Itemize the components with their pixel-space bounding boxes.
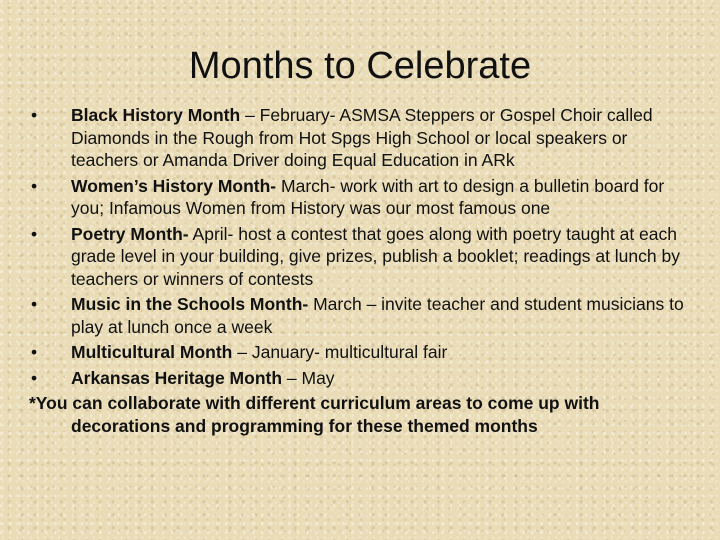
list-item xyxy=(29,341,699,364)
item-body: – February- ASMSA Steppers or Gospel Choir called Diamonds in the Rough from Hot Spgs High School or local speakers or teachers or Amanda Driver doing Equal Education in ARk xyxy=(71,105,653,170)
item-body: March – invite teacher and student musicians to play at lunch once a week xyxy=(71,294,684,337)
list-item xyxy=(29,104,699,172)
list-item xyxy=(29,223,699,291)
list-item xyxy=(29,175,699,220)
item-heading: Arkansas Heritage Month xyxy=(71,367,283,388)
slide-title: Months to Celebrate xyxy=(188,45,532,87)
item-heading: Black History Month xyxy=(71,105,241,125)
bullet-list xyxy=(29,104,699,437)
bullet-icon: • xyxy=(31,223,38,244)
item-body: March- work with art to design a bulletin board for you; Infamous Women from History was our most famous one xyxy=(71,175,665,218)
bullet-icon: • xyxy=(31,342,38,362)
bullet-icon: • xyxy=(31,367,38,388)
item-heading: Music in the Schools Month- xyxy=(71,294,309,314)
bullet-icon: • xyxy=(31,294,38,314)
item-heading: Multicultural Month xyxy=(71,342,233,362)
item-heading: Poetry Month- xyxy=(71,223,189,244)
list-item xyxy=(29,367,699,390)
list-item xyxy=(29,293,699,338)
bullet-icon: • xyxy=(31,105,38,125)
footnote: *You can collaborate with different curriculum areas to come up with decorations and programming for these themed months xyxy=(29,393,600,436)
item-body: – May xyxy=(282,367,335,388)
item-body: April- host a contest that goes along with poetry taught at each grade level in your building, give prizes, publish a booklet; readings at lunch by teachers or winners of contests xyxy=(71,223,680,289)
item-body: – January- multicultural fair xyxy=(232,342,448,362)
bullet-icon: • xyxy=(31,175,38,196)
item-heading: Women’s History Month- xyxy=(71,175,277,196)
